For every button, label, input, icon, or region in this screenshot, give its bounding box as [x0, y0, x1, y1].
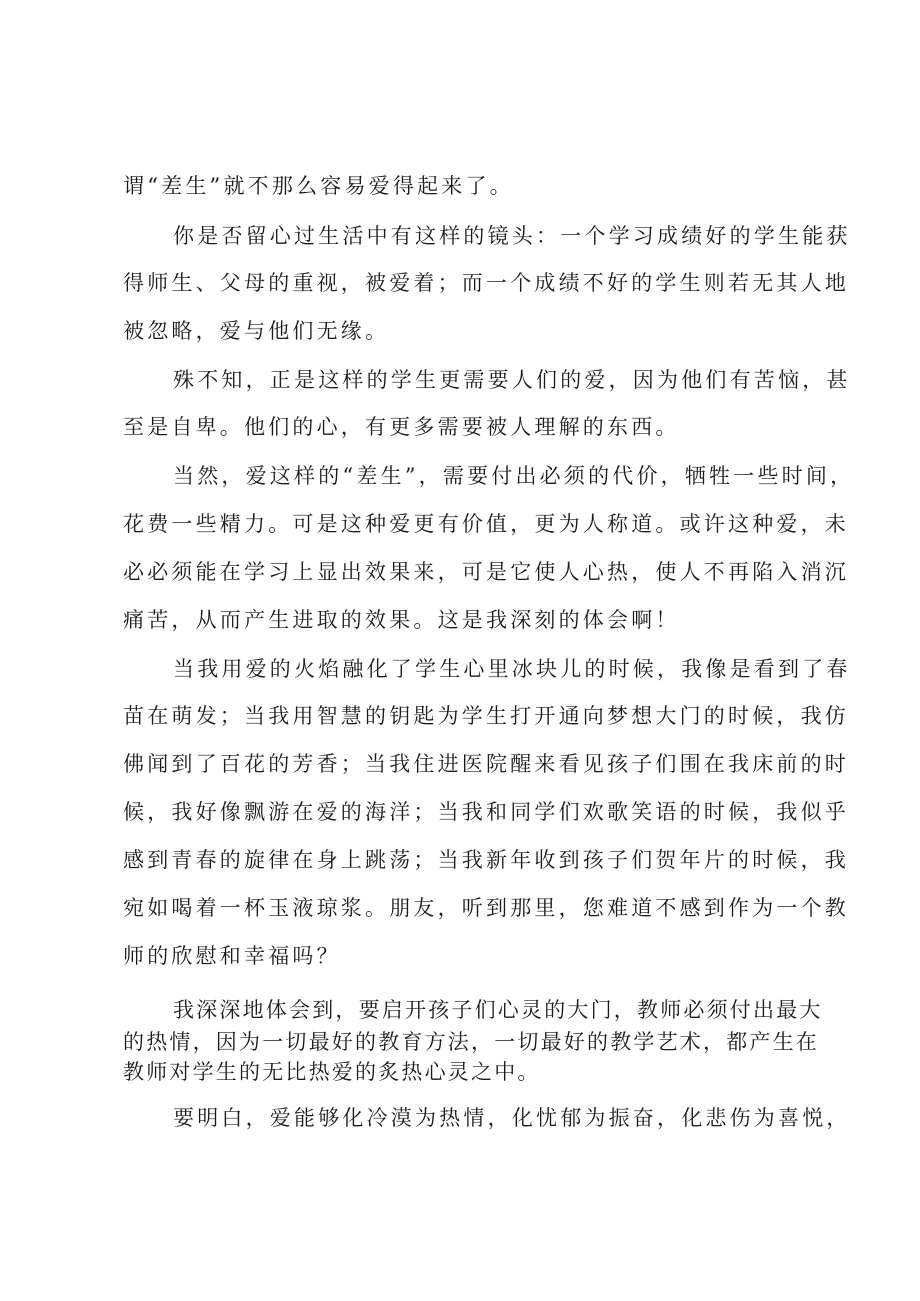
text-line: 痛苦，从而产生进取的效果。这是我深刻的体会啊！	[123, 608, 680, 632]
text-line: 你是否留心过生活中有这样的镜头：一个学习成绩好的学生能获	[173, 224, 851, 248]
text-line: 宛如喝着一杯玉液琼浆。朋友，听到那里，您难道不感到作为一个教	[123, 896, 849, 920]
text-line: 至是自卑。他们的心，有更多需要被人理解的东西。	[123, 415, 680, 439]
text-line: 我深深地体会到，要启开孩子们心灵的大门，教师必须付出最大	[173, 998, 823, 1022]
text-line: 谓“差生”就不那么容易爱得起来了。	[123, 174, 514, 198]
text-line: 花费一些精力。可是这种爱更有价值，更为人称道。或许这种爱，未	[123, 512, 849, 536]
text-line: 当我用爱的火焰融化了学生心里冰块儿的时候，我像是看到了春	[173, 657, 851, 681]
text-line: 教师对学生的无比热爱的炙热心灵之中。	[123, 1060, 541, 1084]
text-line: 佛闻到了百花的芳香；当我住进医院醒来看见孩子们围在我床前的时	[123, 752, 849, 776]
text-line: 被忽略，爱与他们无缘。	[123, 319, 390, 343]
text-line: 的热情，因为一切最好的教育方法，一切最好的教学艺术，都产生在	[123, 1030, 819, 1054]
text-line: 感到青春的旋律在身上跳荡；当我新年收到孩子们贺年片的时候，我	[123, 848, 849, 872]
document-page	[123, 0, 855, 1301]
text-line: 要明白，爱能够化冷漠为热情，化忧郁为振奋，化悲伤为喜悦，	[173, 1106, 851, 1130]
text-line: 殊不知，正是这样的学生更需要人们的爱，因为他们有苦恼，甚	[173, 368, 851, 392]
text-line: 师的欣慰和幸福吗？	[123, 944, 341, 968]
text-line: 苗在萌发；当我用智慧的钥匙为学生打开通向梦想大门的时候，我仿	[123, 704, 849, 728]
text-line: 必必须能在学习上显出效果来，可是它使人心热，使人不再陷入消沉	[123, 560, 849, 584]
text-line: 候，我好像飘游在爱的海洋；当我和同学们欢歌笑语的时候，我似乎	[123, 800, 849, 824]
text-line: 当然，爱这样的“差生”，需要付出必须的代价，牺牲一些时间，	[173, 464, 855, 488]
text-line: 得师生、父母的重视，被爱着；而一个成绩不好的学生则若无其人地	[123, 271, 849, 295]
